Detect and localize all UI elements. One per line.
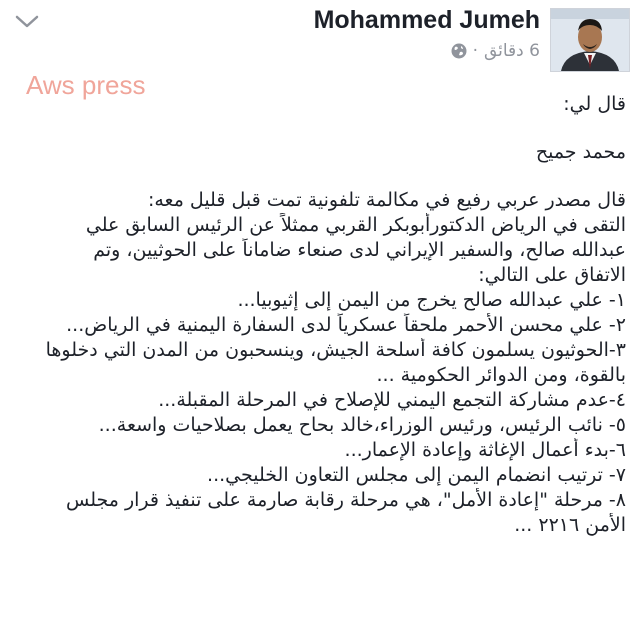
post-line: الاتفاق على التالي: (478, 264, 626, 286)
post-line: بالقوة، ومن الدوائر الحكومية ... (376, 364, 626, 386)
post-line: عبدالله صالح، والسفير الإيراني لدى صنعاء ضاماناً على الحوثيين، وتم (93, 239, 626, 261)
post-timestamp[interactable]: 6 دقائق (483, 41, 540, 61)
post-body (4, 92, 626, 538)
watermark: Aws press (26, 70, 146, 100)
post-line: ٤-عدم مشاركة التجمع اليمني للإصلاح في المرحلة المقبلة... (158, 389, 626, 411)
post-line: ٨- مرحلة "إعادة الأمل"، هي مرحلة رقابة صارمة على تنفيذ قرار مجلس (65, 489, 626, 511)
post-line: ١- علي عبدالله صالح يخرج من اليمن إلى إثيوبيا... (237, 289, 626, 311)
post-name: محمد جميح (535, 141, 626, 163)
chevron-down-icon[interactable] (14, 12, 40, 32)
post-line: التقى في الرياض الدكتورأبوبكر القربي ممثلاً عن الرئيس السابق علي (85, 214, 626, 236)
post-line: ٦-بدء أعمال الإغاثة وإعادة الإعمار... (344, 439, 626, 461)
post-meta (451, 41, 540, 61)
post-line: الأمن ٢٢١٦ ... (514, 514, 626, 536)
post-author-name[interactable]: Mohammed Jumeh (313, 6, 540, 34)
globe-icon[interactable] (451, 43, 467, 59)
avatar[interactable] (550, 8, 630, 72)
post-line: ٥- نائب الرئيس، ورئيس الوزراء،خالد بحاح يعمل بصلاحيات واسعة... (98, 414, 626, 436)
post-line: ٢- علي محسن الأحمر ملحقاً عسكرياً لدى السفارة اليمنية في الرياض... (66, 314, 626, 336)
post-greeting: قال لي: (563, 93, 626, 115)
meta-separator: · (472, 41, 478, 61)
post-line: ٣-الحوثيون يسلمون كافة أسلحة الجيش، وينسحبون من المدن التي دخلوها (45, 339, 626, 361)
post-line: ٧- ترتيب انضمام اليمن إلى مجلس التعاون الخليجي... (207, 464, 626, 486)
post-line: قال مصدر عربي رفيع في مكالمة تلفونية تمت قبل قليل معه: (147, 189, 626, 211)
